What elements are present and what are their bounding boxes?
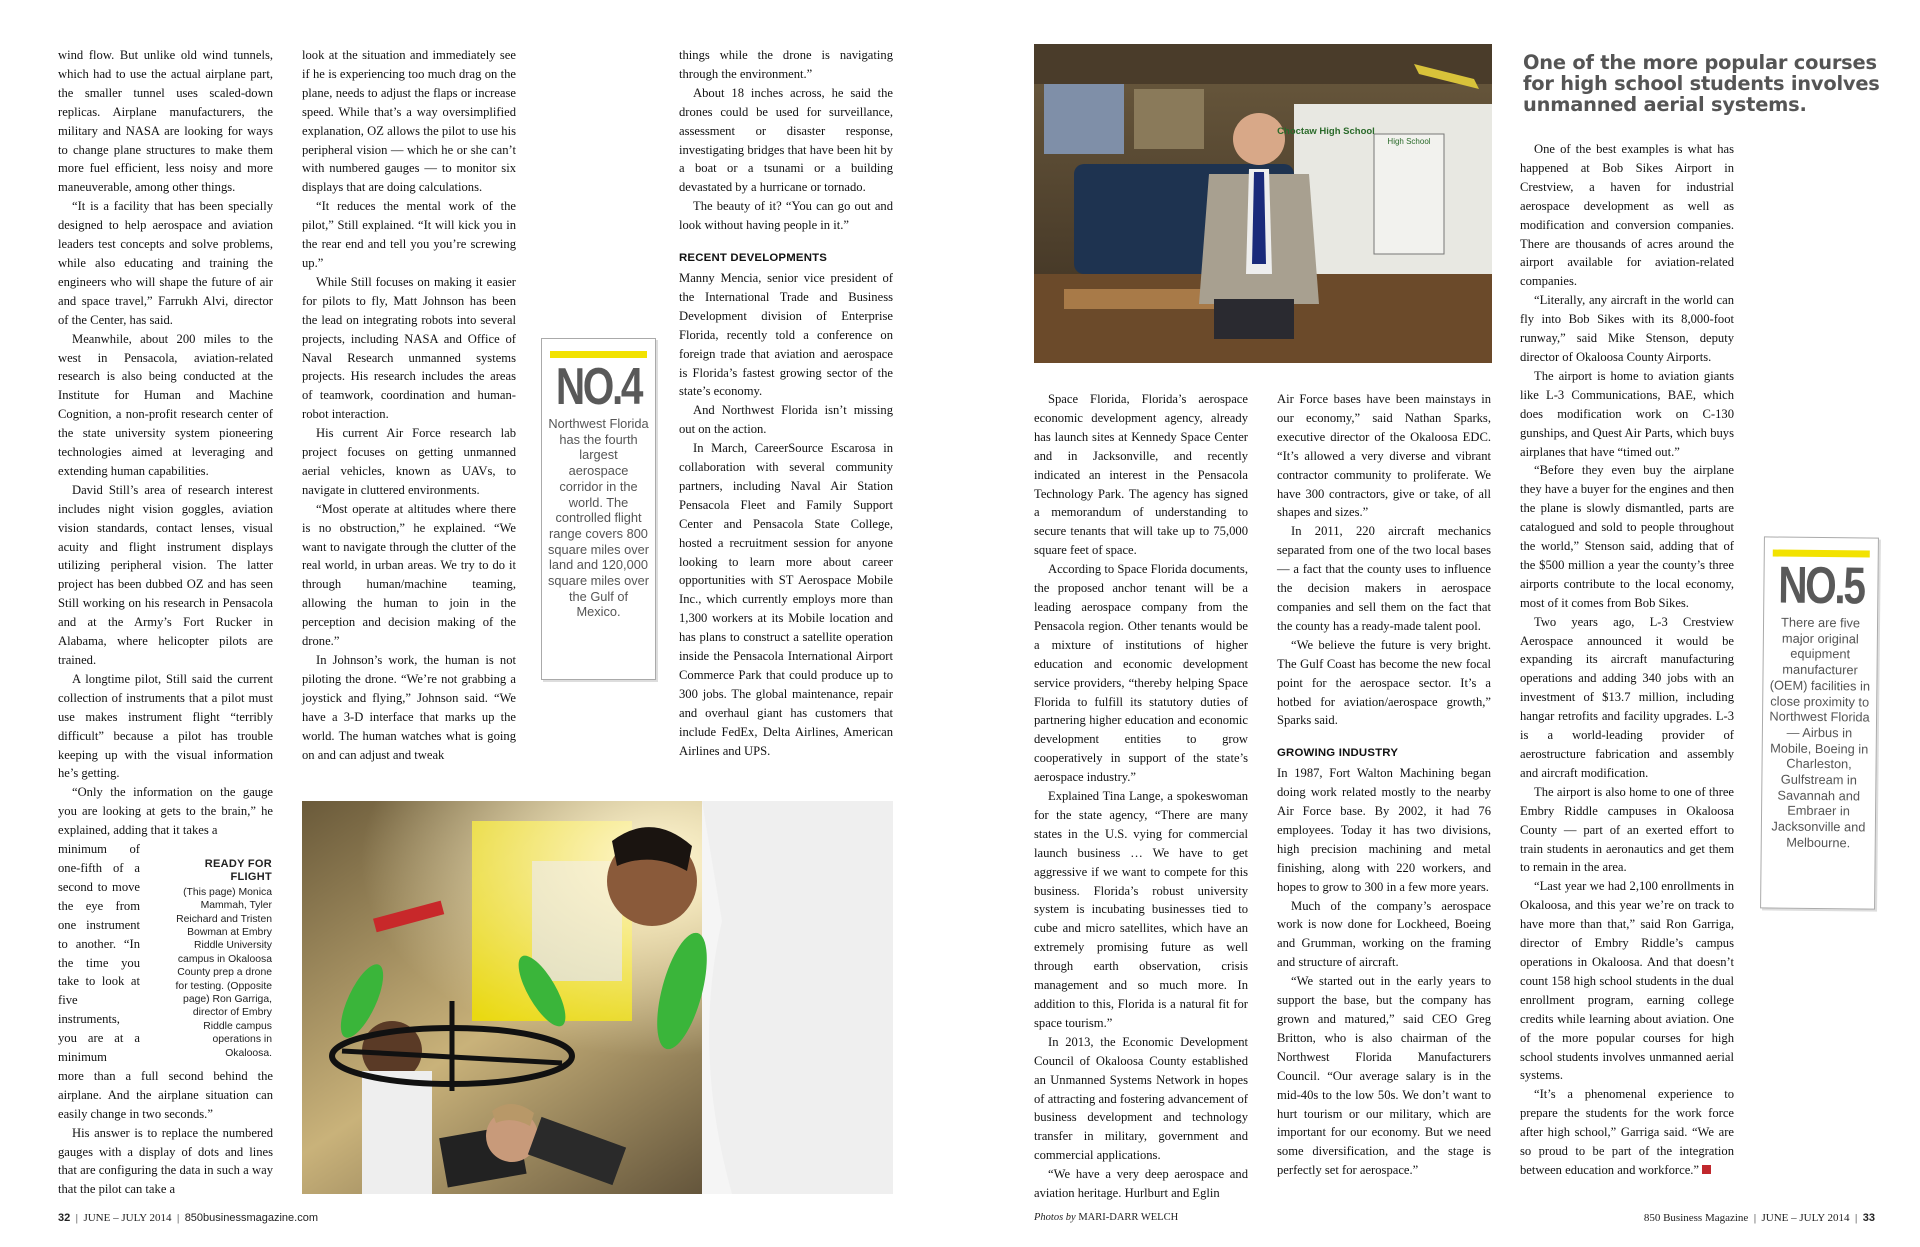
paragraph: things while the drone is navigating through the environment.”	[679, 48, 893, 81]
page-number: 32	[58, 1212, 71, 1224]
sidebar-no5	[1760, 536, 1879, 909]
paragraph: Air Force bases have been mainstays in our economy,” said Nathan Sparks, executive director of the Okaloosa EDC. “It’s allowed a very diverse and vibrant contractor community to proliferate. We have 300 contractors, give or take, of all shapes and sizes.”	[1277, 392, 1491, 520]
photographer-name: MARI-DARR WELCH	[1078, 1212, 1179, 1223]
paragraph: According to Space Florida documents, the proposed anchor tenant will be a leading aerospace company from the Pensacola region. Other tenants would be a mixture of institutions of higher education and economic development service providers, “thereby helping Space Florida to fulfill its statutory duties of partnering higher education and economic development entities to grow cooperatively in support of the state’s aerospace industry.”	[1034, 562, 1248, 785]
website: 850businessmagazine.com	[184, 1212, 318, 1224]
photo-credit-label: Photos by	[1034, 1212, 1076, 1223]
paragraph: “We have a very deep aerospace and aviation heritage. Hurlburt and Eglin	[1034, 1167, 1248, 1201]
paragraph: David Still’s area of research interest includes night vision goggles, aviation vision standards, contact lenses, visual acuity and flight instrument displays utilizing peripheral vision. The latter project has been dubbed OZ and has seen Still working on his research in Pensacola and at the Army’s Fort Rucker in Alabama, where helicopter pilots are trained.	[58, 482, 273, 667]
photo-credit	[1034, 1212, 1178, 1223]
paragraph: Much of the company’s aerospace work is now done for Lockheed, Boeing and Grumman, working on the framing and structure of aircraft.	[1277, 898, 1491, 970]
photo-caption	[172, 858, 272, 1060]
paragraph: “Literally, any aircraft in the world can fly into Bob Sikes with its 8,000-foot runway,” said Mike Stenson, deputy director of Okaloosa County Airports.	[1520, 293, 1734, 364]
paragraph: The beauty of it? “You can go out and look without having people in it.”	[679, 199, 893, 233]
paragraph: About 18 inches across, he said the drones could be used for surveillance, assessment or disaster response, investigating bridges that have been hit by a boat or a tsunami or a building devastated by a hurricane or tornado.	[679, 85, 893, 195]
pull-quote: One of the more popular courses for high school students involves unmanned aerial systems.	[1523, 51, 1880, 116]
section-heading: RECENT DEVELOPMENTS	[679, 252, 828, 265]
end-mark-icon	[1702, 1165, 1711, 1174]
paragraph: “Before they even buy the airplane they have a buyer for the engines and then the plane is slowly dismantled, parts are catalogued and sold to people throughout the world,” Stenson said, adding that of the $500 million a year the county’s three airports contribute to the local economy, most of it comes from Bob Sikes.	[1520, 463, 1734, 610]
paragraph: “Last year we had 2,100 enrollments in Okaloosa, and this year we’re on track to have more than that,” said Ron Garriga, director of Embry Riddle’s campus operations in Okaloosa. And that doesn’t count 158 high school students in the dual enrollment program, earning college credits while learning about aviation. One of the more popular courses for high school students involves unmanned aerial systems.	[1520, 879, 1734, 1083]
paragraph: In March, CareerSource Escarosa in collaboration with several community partners, including Naval Air Station Pensacola Fleet and Family Support Center and Pensacola State College, hosted a recruitment session for anyone looking to learn more about career opportunities with ST Aerospace Mobile Inc., which currently employs more than 1,300 workers at its Mobile location and has plans to construct a satellite operation inside the Pensacola International Airport Commerce Park that could produce up to 300 jobs. The global maintenance, repair and overhaul giant has customers that include FedEx, Delta Airlines, American Airlines and UPS.	[679, 441, 893, 758]
right-col-1	[1034, 390, 1248, 1203]
sign-text-1: Choctaw High School	[1277, 126, 1375, 137]
paragraph: The airport is home to aviation giants like L-3 Communications, BAE, which does modification work on C-130 gunships, and Quest Air Parts, which buys airplanes that have “timed out.”	[1520, 368, 1734, 459]
paragraph: “It is a facility that has been specially designed to help aerospace and aviation leaders test concepts and solve problems, while also educating and training the engineers who will shape the future of air and space travel,” Farrukh Alvi, director of the Center, has said.	[58, 199, 273, 327]
sidebar-number: NO.5	[1777, 556, 1864, 616]
paragraph: His current Air Force research lab project focuses on getting unmanned aerial vehicles, known as UAVs, to navigate in cluttered environments.	[302, 426, 516, 497]
paragraph: “Most operate at altitudes where there is no obstruction,” he explained. “We want to navigate through the clutter of the real world, in urban areas. We try to do it through human/machine teaming, allowing the human to join in the perception and decision making of the drone.”	[302, 501, 516, 649]
drone-workshop-photo	[302, 801, 893, 1194]
paragraph: wind flow. But unlike old wind tunnels, which had to use the actual airplane part, the smaller tunnel uses scaled-down replicas. Airplane manufacturers, the military and NASA are looking for ways to change plane structures to make them more fuel efficient, less noisy and more maneuverable, among other things.	[58, 48, 273, 195]
paragraph: The airport is also home to one of three Embry Riddle campuses in Okaloosa County — part of an exerted effort to train students in aeronautics and get them to remain in the area.	[1520, 784, 1734, 875]
paragraph: A longtime pilot, Still said the current collection of instruments that a pilot must use makes instrument flight “terribly difficult” because a pilot has trouble keeping up with the visual information he’s getting.	[58, 671, 273, 781]
instructor-photo-illustration	[1034, 44, 1492, 363]
paragraph: “It reduces the mental work of the pilot,” Still explained. “It will kick you in the rear end and tell you you’re screwing up.”	[302, 199, 516, 270]
paragraph: “Only the information on the gauge you are looking at gets to the brain,” he explained, adding that it takes a	[58, 785, 273, 838]
sidebar-text: Northwest Florida has the fourth largest aerospace corridor in the world. The controlled flight range covers 800 square miles over land and 120,000 square miles over the Gulf of Mexico.	[548, 416, 649, 620]
caption-text: (This page) Monica Mammah, Tyler Reichard and Tristen Bowman at Embry Riddle University campus in Okaloosa County prep a drone for testing. (Opposite page) Ron Garriga, director of Embry Riddle campus operations in Okaloosa.	[175, 886, 272, 1059]
magazine-name: 850 Business Magazine	[1643, 1212, 1749, 1224]
paragraph: “We believe the future is very bright. The Gulf Coast has become the new focal point for the aerospace sector. It’s a hotbed for aviation/aerospace growth,” Sparks said.	[1277, 637, 1491, 728]
right-col-3	[1520, 140, 1734, 1180]
paragraph: Manny Mencia, senior vice president of the International Trade and Business Development division of Enterprise Florida, recently told a conference on foreign trade that aviation and aerospace is Florida’s fastest growing sector of the state’s economy.	[679, 270, 893, 399]
paragraph: In 2013, the Economic Development Council of Okaloosa County established an Unmanned Systems Network in hopes of attracting and fostering advancement of business development and technology transfer in military, government and commercial applications.	[1034, 1034, 1248, 1163]
paragraph: Space Florida, Florida’s aerospace economic development agency, already has launch sites at Kennedy Space Center and in Jacksonville, and recently indicated an interest in the Pensacola Technology Park. The agency has signed a memorandum of understanding to secure tenants that will take up to 75,000 square feet of space.	[1034, 392, 1248, 558]
issue-date: JUNE – JULY 2014	[1761, 1212, 1850, 1224]
paragraph: Two years ago, L-3 Crestview Aerospace announced it would be expanding its aircraft manufacturing operations and adding 340 jobs with an investment of $13.7 million, including hangar retrofits and facility upgrades. L-3 is a world-leading provider of aerostructure fabrication and assembly and aircraft modification.	[1520, 614, 1734, 780]
instructor-photo	[1034, 44, 1492, 363]
paragraph: One of the best examples is what has happened at Bob Sikes Airport in Crestview, a haven for industrial aerospace development as well as modification and conversion companies. There are thousands of acres around the airport available for aviation-related companies.	[1520, 142, 1734, 289]
paragraph: And Northwest Florida isn’t missing out on the action.	[679, 403, 893, 437]
paragraph: In 2011, 220 aircraft mechanics separated from one of the two local bases — a fact that the county uses to influence the decision makers in aerospace companies and sell them on the fact that the county has a ready-made talent pool.	[1277, 524, 1491, 633]
sidebar-text: There are five major original equipment manufacturer (OEM) facilities in close proximity to Northwest Florida — Airbus in Mobile, Boeing in Charleston, Gulfstream in Savannah and Embraer in Jacksonville and Melbourne.	[1769, 614, 1871, 851]
drone-photo-illustration	[302, 801, 893, 1194]
paragraph: look at the situation and immediately see if he is experiencing too much drag on the plane, needs to adjust the flaps or increase speed. While that’s a way oversimplified explanation, OZ allows the pilot to use his peripheral vision — which he or she can’t with numbered gauges — to monitor six displays that are doing calculations.	[302, 48, 516, 195]
sign-text-2: High School	[1387, 137, 1431, 146]
paragraph: Meanwhile, about 200 miles to the west in Pensacola, aviation-related research is also being conducted at the Institute for Human and Machine Cognition, a non-profit research center of the state university system pioneering technologies aimed at leveraging and extending human capabilities.	[58, 331, 273, 478]
paragraph: more than a full second behind the airplane. And the airplane situation can easily change in two seconds.”	[58, 1068, 273, 1121]
right-footer: 850 Business Magazine | JUNE – JULY 2014 | 33	[1643, 1212, 1875, 1224]
paragraph: minimum of one-fifth of a second to move the eye from one instrument to another. “In the time you take to look at five instruments, you are at a minimum	[58, 842, 140, 1065]
caption-title: READY FOR FLIGHT	[204, 858, 272, 884]
paragraph: While Still focuses on making it easier for pilots to fly, Matt Johnson has been the lead on integrating robots into several projects, including NASA and Office of Naval Research unmanned systems projects. His research includes the areas of teamwork, coordination and human-robot interaction.	[302, 274, 516, 422]
sidebar-highlight-bar	[550, 351, 647, 358]
paragraph: Explained Tina Lange, a spokeswoman for the state agency, “There are many states in the U.S. vying for commercial launch business … We have to get aggressive if we want to compete for this business. Florida’s robust university system is incubating businesses tied to cube and micro satellites, which have an extremely promising future as well through earth observation, crisis management and so much more. In addition to this, Florida is a natural fit for space tourism.”	[1034, 789, 1248, 1030]
paragraph	[1520, 1085, 1734, 1180]
sidebar-no4	[541, 338, 656, 680]
issue-date: JUNE – JULY 2014	[83, 1212, 172, 1224]
left-footer: 32 | JUNE – JULY 2014 | 850businessmagazine.com	[58, 1212, 318, 1224]
left-col-3	[679, 46, 893, 761]
paragraph-text: “It’s a phenomenal experience to prepare the students for the work force after high school,” Garriga said. “We are so proud to be part of the integration between education and workforce.”	[1520, 1087, 1734, 1177]
paragraph: “We started out in the early years to support the base, but the company has grown and matured,” said CEO Greg Britton, who is also chairman of the Northwest Florida Manufacturers Council. “Our average salary is in the mid-40s to the low 50s. We don’t want to hurt tourism or our military, which are important for our economy. But we need some diversification, and the stage is perfectly set for aerospace.”	[1277, 974, 1491, 1178]
page-number: 33	[1862, 1212, 1875, 1224]
section-heading: GROWING INDUSTRY	[1277, 747, 1399, 760]
paragraph: His answer is to replace the numbered gauges with a display of dots and lines that are configuring the data in such a way that the pilot can take a	[58, 1125, 273, 1197]
paragraph: In 1987, Fort Walton Machining began doing work related mostly to the nearby Air Force base. By 2002, it had 76 employees. Today it has two divisions, high precision machining and metal finishing, along with 220 workers, and hopes to grow to 300 in a few more years.	[1277, 766, 1491, 894]
paragraph: In Johnson’s work, the human is not piloting the drone. “We’re not grabbing a joystick and flying,” Johnson said. “We have a 3-D interface that marks up the world. The human watches what is going on and can adjust and tweak	[302, 653, 516, 762]
left-col-2	[302, 46, 516, 764]
sidebar-number: NO.4	[555, 358, 642, 416]
right-col-2	[1277, 390, 1491, 1180]
